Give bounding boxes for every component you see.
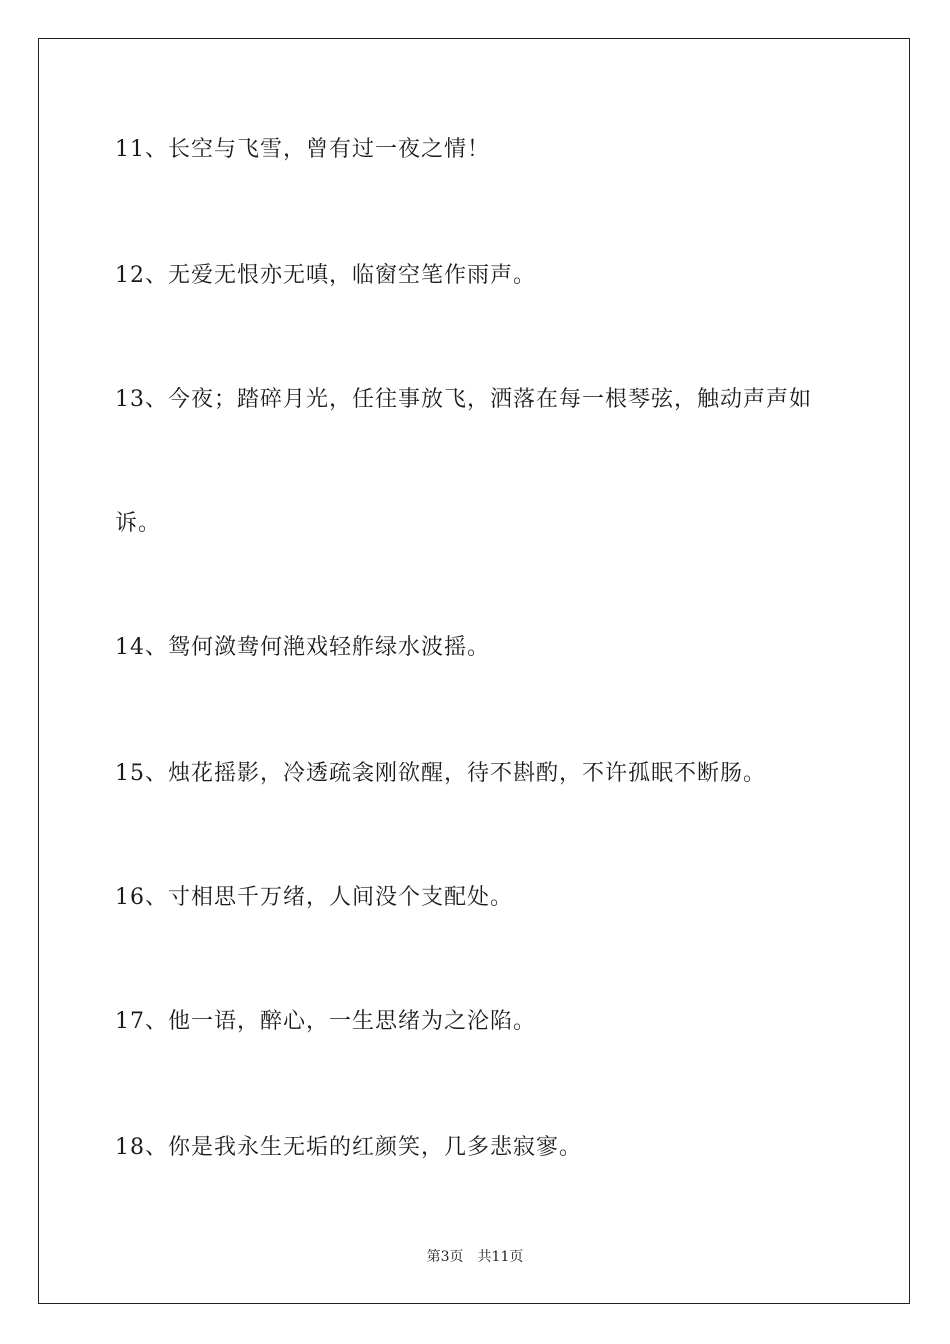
quote-line-14: 14、鸳何潋鸯何滟戏轻舴绿水波摇。 <box>115 635 490 660</box>
quote-line-13-continued: 诉。 <box>115 511 162 536</box>
page-border <box>38 38 910 1304</box>
quote-line-18: 18、你是我永生无垢的红颜笑，几多悲寂寥。 <box>115 1135 582 1160</box>
quote-line-17: 17、他一语，醉心，一生思绪为之沦陷。 <box>115 1009 536 1034</box>
quote-line-16: 16、寸相思千万绪，人间没个支配处。 <box>115 885 513 910</box>
page-total: 共11页 <box>477 1249 524 1265</box>
quote-line-11: 11、长空与飞雪，曾有过一夜之情！ <box>115 137 490 162</box>
quote-line-12: 12、无爱无恨亦无嗔，临窗空笔作雨声。 <box>115 263 536 288</box>
quote-line-13: 13、今夜；踏碎月光，任往事放飞，洒落在每一根琴弦，触动声声如 <box>115 387 812 412</box>
page-number: 第3页 <box>426 1249 464 1265</box>
page-footer <box>0 1248 950 1266</box>
quote-line-15: 15、烛花摇影，冷透疏衾刚欲醒，待不斟酌，不许孤眠不断肠。 <box>115 761 766 786</box>
